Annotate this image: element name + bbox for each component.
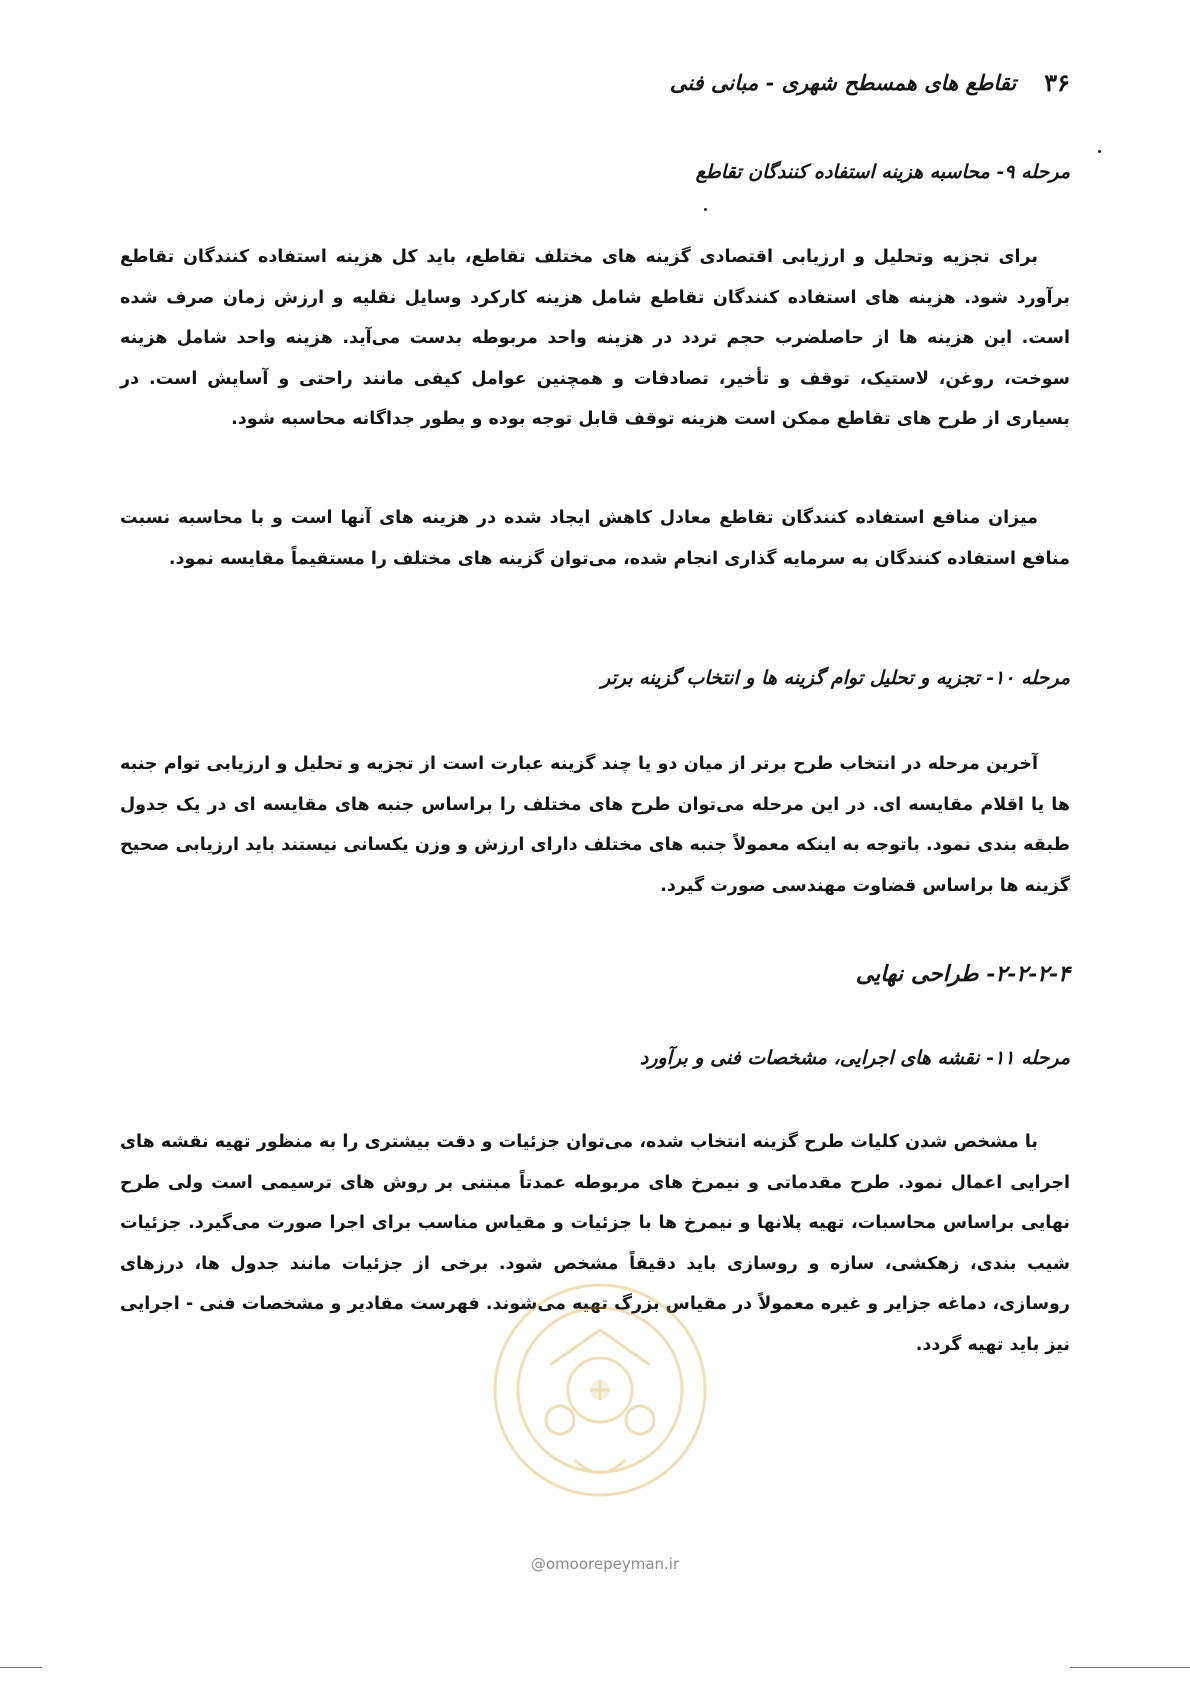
page-header <box>120 62 1070 102</box>
heading-step10: مرحله ۱۰- تجزیه و تحلیل توام گزینه ها و انتخاب گزینه برتر <box>601 667 1070 689</box>
paragraph-final-evaluation: آخرین مرحله در انتخاب طرح برتر از میان دو یا چند گزینه عبارت است از تجزیه و تحلیل و ارزیابی توام جنبه ها یا اقلام مقایسه ای. در این مرحله می‌توان طرح های مختلف را براساس جنبه های مقایسه ای در یک جدول طبقه بندی نمود. باتوجه به اینکه معمولاً جنبه های مختلف دارای ارزش و وزن یکسانی نیستند باید ارزیابی صحیح گزینه ها براساس قضاوت مهندسی صورت گیرد. <box>120 754 1070 896</box>
paragraph-user-costs: برای تجزیه وتحلیل و ارزیابی اقتصادی گزینه های مختلف تقاطع، باید کل هزینه استفاده کنندگان تقاطع برآورد شود. هزینه های استفاده کنندگان تقاطع شامل هزینه کارکرد وسایل نقلیه و ارزش زمان صرف شده است. این هزینه ها از حاصلضرب حجم تردد در هزینه واحد مربوطه بدست می‌آید. هزینه واحد شامل هزینه سوخت، روغن، لاستیک، توقف و تأخیر، تصادفات و همچنین عوامل کیفی مانند راحتی و آسایش است. در بسیاری از طرح های تقاطع ممکن است هزینه توقف قابل توجه بوده و بطور جداگانه محاسبه شود. <box>120 247 1070 429</box>
heading-step9: مرحله ۹- محاسبه هزینه استفاده کنندگان تقاطع <box>695 161 1070 183</box>
page-edge-rule-right <box>1070 1667 1190 1668</box>
paragraph-execution-drawings: با مشخص شدن کلیات طرح گزینه انتخاب شده، می‌توان جزئیات و دقت بیشتری را به منظور تهیه نقشه های اجرایی اعمال نمود. طرح مقدماتی و نیمرخ های مربوطه عمدتاً مبتنی بر روش های ترسیمی است ولی طرح نهایی براساس محاسبات، تهیه پلانها و نیمرخ ها با جزئیات و مقیاس مناسب برای اجرا صورت می‌گیرد. جزئیات شیب بندی، زهکشی، سازه و روسازی باید دقیقاً مشخص شود. برخی از جزئیات مانند جدول ها، درزهای روسازی، دماغه جزایر و غیره معمولاً در مقیاس بزرگ تهیه می‌شوند. فهرست مقادیر و مشخصات فنی - اجرایی نیز باید تهیه گردد. <box>120 1132 1070 1355</box>
scan-speck <box>704 208 707 211</box>
scan-speck <box>1098 150 1101 153</box>
section-title-final-design: ۲-۲-۲-۴- طراحی نهایی <box>855 961 1070 987</box>
running-title: تقاطع های همسطح شهری - مبانی فنی <box>669 69 1017 95</box>
heading-step11: مرحله ۱۱- نقشه های اجرایی، مشخصات فنی و برآورد <box>639 1047 1070 1069</box>
watermark-url: @omoorepeyman.ir <box>530 1555 680 1573</box>
page-edge-rule-left <box>0 1667 42 1668</box>
page-number: ۳۶ <box>1044 67 1070 97</box>
paragraph-user-benefits: میزان منافع استفاده کنندگان تقاطع معادل کاهش ایجاد شده در هزینه های آنها است و با محاسبه نسبت منافع استفاده کنندگان به سرمایه گذاری انجام شده، می‌توان گزینه های مختلف را مستقیماً مقایسه نمود. <box>120 508 1070 569</box>
